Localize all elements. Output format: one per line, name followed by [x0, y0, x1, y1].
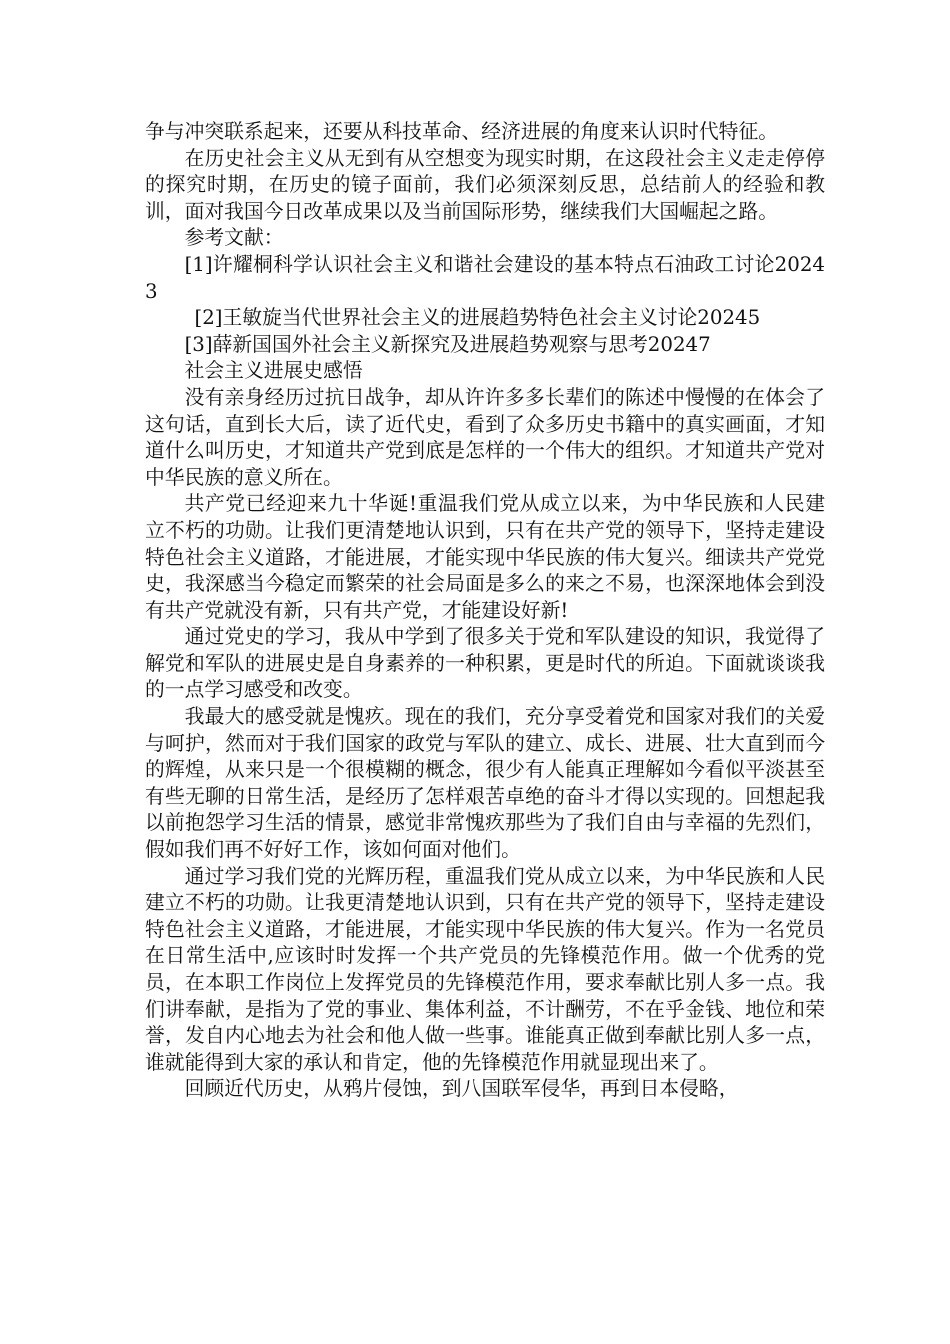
section-title: 社会主义进展史感悟	[184, 359, 363, 383]
reference-item-3: [3]薛新国国外社会主义新探究及进展趋势观察与思考20247	[184, 332, 711, 356]
paragraph-body: 通过学习我们党的光辉历程，重温我们党从成立以来，为中华民族和人民建立不朽的功勋。让我更清楚地认识到，只有在共产党的领导下，坚持走建设特色社会主义道路，才能进展，才能实现中华民族的伟大复兴。作为一名党员在日常生活中,应该时时发挥一个共产党员的先锋模范作用。做一个优秀的党员，在本职工作岗位上发挥党员的先锋模范作用，要求奉献比别人多一点。我们讲奉献，是指为了党的事业、集体利益，不计酬劳，不在乎金钱、地位和荣誉，发自内心地去为社会和他人做一些事。谁能真正做到奉献比别人多一点，谁就能得到大家的承认和肯定，他的先锋模范作用就显现出来了。	[145, 864, 825, 1074]
paragraph-reflection: 在历史社会主义从无到有从空想变为现实时期，在这段社会主义走走停停的探究时期，在历史的镜子面前，我们必须深刻反思，总结前人的经验和教训，面对我国今日改革成果以及当前国际形势，继续我们大国崛起之路。	[145, 146, 825, 223]
reference-item-1: [1]许耀桐科学认识社会主义和谐社会建设的基本特点石油政工讨论20243	[145, 252, 825, 303]
paragraph-body: 共产党已经迎来九十华诞!重温我们党从成立以来，为中华民族和人民建立不朽的功勋。让我们更清楚地认识到，只有在共产党的领导下，坚持走建设特色社会主义道路，才能进展，才能实现中华民族的伟大复兴。细读共产党党史，我深感当今稳定而繁荣的社会局面是多么的来之不易，也深深地体会到没有共产党就没有新，只有共产党，才能建设好新!	[145, 492, 825, 622]
paragraph-body: 回顾近代历史，从鸦片侵蚀，到八国联军侵华，再到日本侵略，	[184, 1077, 739, 1101]
paragraph-body: 通过党史的学习，我从中学到了很多关于党和军队建设的知识，我觉得了解党和军队的进展史是自身素养的一种积累，更是时代的所迫。下面就谈谈我的一点学习感受和改变。	[145, 625, 825, 702]
paragraph-continuation: 争与冲突联系起来，还要从科技革命、经济进展的角度来认识时代特征。	[145, 120, 779, 143]
paragraph-body: 没有亲身经历过抗日战争，却从许许多多长辈们的陈述中慢慢的在体会了这句话，直到长大后，读了近代史，看到了众多历史书籍中的真实画面，才知道什么叫历史，才知道共产党到底是怎样的一个伟大的组织。才知道共产党对中华民族的意义所在。	[145, 385, 825, 489]
paragraph-body: 我最大的感受就是愧疚。现在的我们，充分享受着党和国家对我们的关爱与呵护，然而对于我们国家的政党与军队的建立、成长、进展、壮大直到而今的辉煌，从来只是一个很模糊的概念，很少有人能真正理解如今看似平淡甚至有些无聊的日常生活，是经历了怎样艰苦卓绝的奋斗才得以实现的。回想起我以前抱怨学习生活的情景，感觉非常愧疚那些为了我们自由与幸福的先烈们，假如我们再不好好工作，该如何面对他们。	[145, 705, 825, 862]
references-heading: 参考文献：	[184, 226, 284, 250]
document-page	[145, 119, 825, 1103]
reference-item-2: [2]王敏旋当代世界社会主义的进展趋势特色社会主义讨论20245	[194, 306, 761, 330]
